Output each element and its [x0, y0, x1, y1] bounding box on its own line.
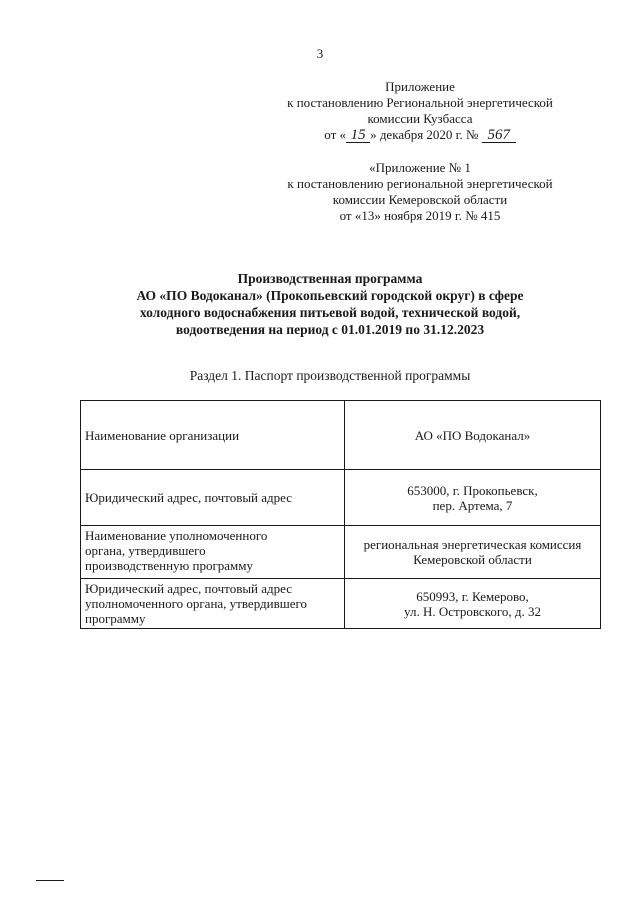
footnote-separator [36, 880, 64, 881]
appendix-line: «Приложение № 1 [369, 160, 471, 175]
row-value [345, 470, 601, 526]
appendix-line: комиссии Кузбасса [367, 111, 473, 126]
section-heading: Раздел 1. Паспорт производственной программы [189, 368, 471, 383]
title-line: холодного водоснабжения питьевой водой, технической водой, [139, 305, 521, 320]
appendix-header [240, 79, 600, 143]
appendix-line: к постановлению Региональной энергетической [287, 95, 553, 110]
appendix-line: к постановлению региональной энергетической [287, 176, 553, 191]
label-line: производственную программу [85, 558, 254, 573]
appendix-line: от «13» ноября 2019 г. № 415 [339, 208, 501, 223]
value-line: региональная энергетическая комиссия [363, 537, 582, 552]
value-line: АО «ПО Водоканал» [414, 427, 531, 443]
value-line: 650993, г. Кемерово, [416, 588, 529, 604]
title-line: Производственная программа [237, 271, 423, 286]
value-line: Кемеровской области [413, 552, 532, 567]
row-label: Юридический адрес, почтовый адрес [81, 470, 345, 526]
original-appendix-header [240, 160, 600, 224]
appendix-line: комиссии Кемеровской области [332, 192, 508, 207]
title-line: АО «ПО Водоканал» (Прокопьевский городской округ) в сфере [136, 288, 524, 303]
table-row [81, 470, 601, 526]
row-value [345, 526, 601, 579]
label-line: программу [85, 611, 146, 626]
label-line: Юридический адрес, почтовый адрес [85, 581, 293, 596]
row-value [345, 401, 601, 470]
table-row [81, 401, 601, 470]
row-label [81, 526, 345, 579]
date-middle: » декабря 2020 г. № [370, 127, 479, 142]
document-title [70, 270, 590, 338]
row-label [81, 579, 345, 629]
date-prefix: от « [324, 127, 347, 142]
handwritten-number: 567 [482, 128, 516, 143]
row-label: Наименование организации [81, 401, 345, 470]
passport-table [80, 400, 601, 629]
value-line: пер. Артема, 7 [432, 497, 513, 513]
table-row [81, 526, 601, 579]
appendix-date-line [240, 127, 600, 143]
handwritten-day: 15 [346, 128, 370, 143]
value-line: 653000, г. Прокопьевск, [407, 482, 538, 498]
value-line: ул. Н. Островского, д. 32 [404, 603, 541, 619]
label-line: Наименование уполномоченного [85, 528, 268, 543]
label-line: уполномоченного органа, утвердившего [85, 596, 308, 611]
appendix-line: Приложение [385, 79, 455, 94]
table-row [81, 579, 601, 629]
title-line: водоотведения на период с 01.01.2019 по 31.12.2023 [175, 322, 485, 337]
page-number: 3 [316, 46, 324, 61]
label-line: органа, утвердившего [85, 543, 206, 558]
row-value [345, 579, 601, 629]
